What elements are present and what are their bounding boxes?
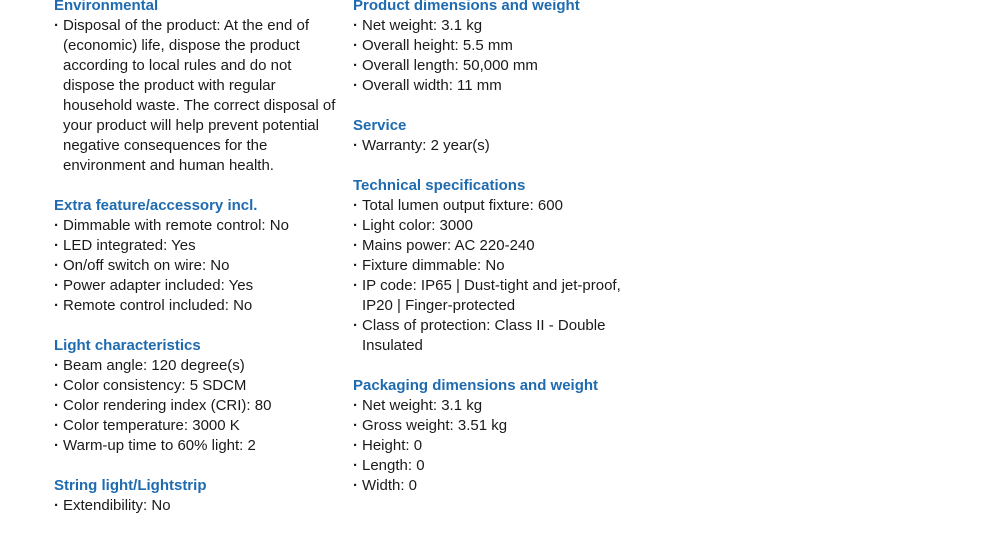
spec-item: · Class of protection: Class II - Double Insulated (353, 316, 643, 356)
section-technical-specifications (353, 176, 643, 356)
section-product-dimensions (353, 0, 643, 96)
spec-item: · Overall height: 5.5 mm (353, 36, 643, 56)
spec-item: · Net weight: 3.1 kg (353, 396, 643, 416)
spec-item: · Overall length: 50,000 mm (353, 56, 643, 76)
spec-item: · LED integrated: Yes (54, 236, 344, 256)
spec-item: · Warranty: 2 year(s) (353, 136, 643, 156)
section-title: Environmental (54, 0, 159, 14)
spec-list (353, 396, 643, 496)
section-title: Service (353, 117, 407, 134)
section-string-light (54, 476, 344, 516)
spec-item: · Dimmable with remote control: No (54, 216, 344, 236)
spec-item: · Width: 0 (353, 476, 643, 496)
spec-item: · Beam angle: 120 degree(s) (54, 356, 344, 376)
spec-item: · Color temperature: 3000 K (54, 416, 344, 436)
spec-list (54, 356, 344, 456)
spec-item: · Net weight: 3.1 kg (353, 16, 643, 36)
section-title: Light characteristics (54, 337, 201, 354)
spec-item: · Total lumen output fixture: 600 (353, 196, 643, 216)
section-title: String light/Lightstrip (54, 477, 207, 494)
spec-list (353, 16, 643, 96)
spec-item: · Warm-up time to 60% light: 2 (54, 436, 344, 456)
right-column (353, 0, 643, 516)
spec-list (353, 136, 643, 156)
section-title: Extra feature/accessory incl. (54, 197, 258, 214)
spec-item: · Height: 0 (353, 436, 643, 456)
spec-list (54, 216, 344, 316)
spec-list (54, 16, 344, 176)
section-service (353, 116, 643, 156)
spec-item: · On/off switch on wire: No (54, 256, 344, 276)
section-title: Product dimensions and weight (353, 0, 580, 14)
section-title: Technical specifications (353, 177, 526, 194)
spec-item: · Light color: 3000 (353, 216, 643, 236)
spec-item: · Mains power: AC 220-240 (353, 236, 643, 256)
section-light-characteristics (54, 336, 344, 456)
spec-item: · Length: 0 (353, 456, 643, 476)
spec-item: · Extendibility: No (54, 496, 344, 516)
spec-item: · Remote control included: No (54, 296, 344, 316)
section-title: Packaging dimensions and weight (353, 377, 599, 394)
spec-item: · Gross weight: 3.51 kg (353, 416, 643, 436)
section-packaging-dimensions (353, 376, 643, 496)
spec-item: · Color consistency: 5 SDCM (54, 376, 344, 396)
spec-item: · IP code: IP65 | Dust-tight and jet-proof, IP20 | Finger-protected (353, 276, 643, 316)
section-extra-features (54, 196, 344, 316)
spec-item: · Overall width: 11 mm (353, 76, 643, 96)
spec-list (353, 196, 643, 356)
spec-item: · Power adapter included: Yes (54, 276, 344, 296)
spec-item: · Disposal of the product: At the end of (economic) life, dispose the product according to local rules and do not dispose the product with regular household waste. The correct disposal of your product will help prevent potential negative consequences for the environment and human health. (54, 16, 344, 176)
section-environmental (54, 0, 344, 176)
spec-item: · Fixture dimmable: No (353, 256, 643, 276)
spec-list (54, 496, 344, 516)
spec-item: · Color rendering index (CRI): 80 (54, 396, 344, 416)
left-column (54, 0, 344, 536)
